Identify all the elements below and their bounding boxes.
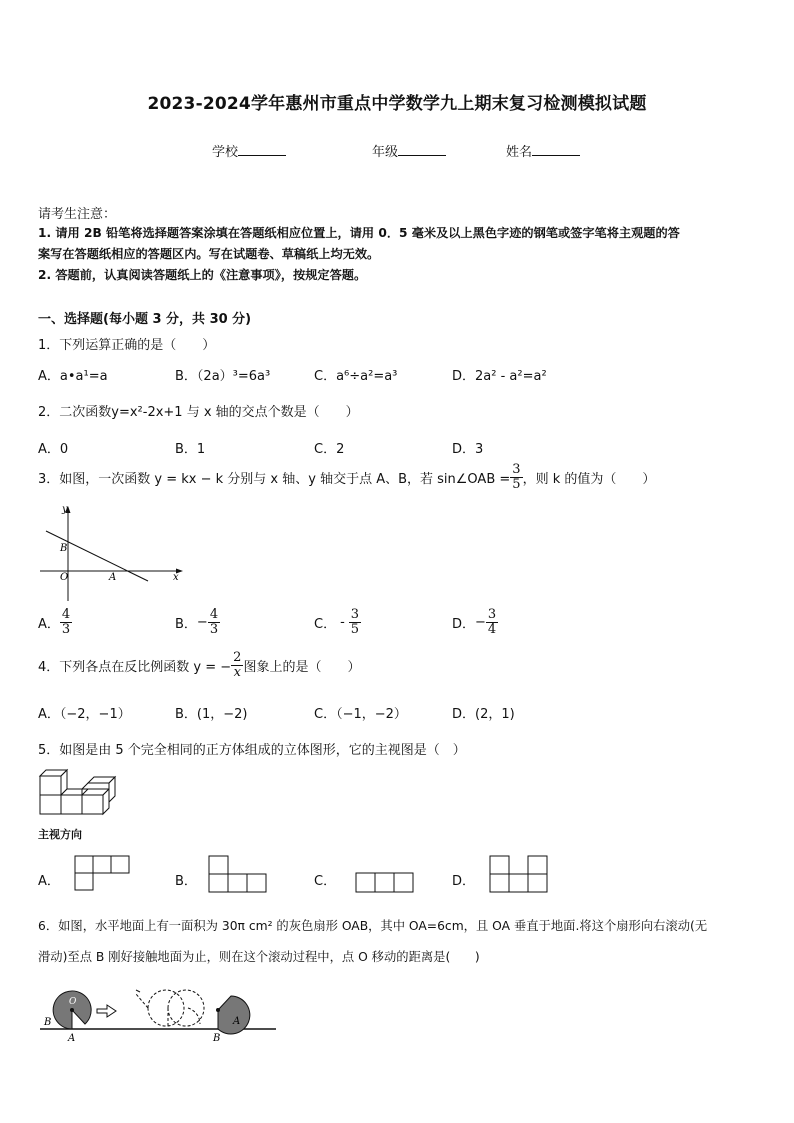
- q6-label-o1: O: [69, 997, 77, 1007]
- q3-option-c-den: 5: [350, 622, 360, 637]
- q3-option-d[interactable]: [452, 608, 498, 637]
- q2-stem: 2．二次函数y=x²-2x+1 与 x 轴的交点个数是（ ）: [38, 405, 359, 420]
- q3-stem: [38, 463, 655, 492]
- q6-label-b2: B: [213, 1033, 221, 1044]
- school-field: [212, 141, 286, 160]
- q1-option-b[interactable]: B．（2a）³=6a³: [175, 369, 271, 384]
- q2-option-a[interactable]: A．0: [38, 442, 69, 457]
- section-heading: 一、选择题(每小题 3 分，共 30 分): [38, 312, 252, 327]
- q3-option-b-den: 3: [209, 622, 219, 637]
- q3-option-d-den: 4: [487, 622, 497, 637]
- q3-option-b-num: 4: [209, 607, 219, 622]
- q3-option-a-num: 4: [61, 607, 71, 622]
- q4-option-c[interactable]: C．（−1，−2）: [314, 707, 407, 722]
- q3-frac-den: 5: [512, 477, 521, 492]
- q6-stem-line-2: 滑动)至点 B 刚好接触地面为止，则在这个滚动过程中，点 O 移动的距离是( ): [38, 950, 480, 964]
- q2-option-c[interactable]: C．2: [314, 442, 345, 457]
- q6-label-b1: B: [44, 1017, 52, 1028]
- notice-line-2: 2. 答题前，认真阅读答题纸上的《注意事项》，按规定答题。: [38, 268, 367, 282]
- q3-option-b-sign: −: [196, 615, 208, 630]
- q3-option-a-label: A．: [38, 617, 60, 632]
- q5-option-c[interactable]: C．: [314, 874, 337, 889]
- q5-option-c-figure: [355, 872, 415, 894]
- q1-option-c[interactable]: C．a⁶÷a²=a³: [314, 369, 398, 384]
- q5-option-a-figure: [74, 855, 132, 893]
- q4-option-d[interactable]: D．(2，1): [452, 707, 515, 722]
- q1-option-d[interactable]: D．2a² - a²=a²: [452, 369, 547, 384]
- q3-option-a-den: 3: [61, 622, 71, 637]
- q6-label-a1: A: [68, 1033, 76, 1044]
- q4-stem-a: 4．下列各点在反比例函数 y = −: [38, 660, 232, 675]
- notice-line-1b: 案写在答题纸相应的答题区内。写在试题卷、草稿纸上均无效。: [38, 247, 380, 261]
- q3-option-d-fraction: [486, 608, 498, 637]
- q4-option-b[interactable]: B．(1，−2): [175, 707, 248, 722]
- q5-view-caption: 主视方向: [38, 828, 82, 841]
- q5-option-d[interactable]: D．: [452, 874, 476, 889]
- grade-field: [372, 141, 446, 160]
- q3-stem-a: 3．如图，一次函数 y = kx − k 分别与 x 轴、y 轴交于点 A、B，若 sin∠OAB =: [38, 472, 511, 487]
- q3-axis-x-label: x: [173, 572, 179, 583]
- q6-rolling-sector-figure: [40, 984, 280, 1044]
- q3-option-a-fraction: [60, 608, 72, 637]
- name-blank[interactable]: [532, 143, 580, 156]
- q5-option-b-figure: [208, 855, 268, 895]
- q6-label-a2: A: [233, 1016, 241, 1027]
- q5-option-b[interactable]: B．: [175, 874, 197, 889]
- q4-frac-num: 2: [233, 650, 242, 665]
- q2-option-d[interactable]: D．3: [452, 442, 484, 457]
- q3-option-c-label: C．: [314, 617, 337, 632]
- name-field: [506, 141, 580, 160]
- q5-option-d-figure: [489, 855, 549, 895]
- q6-label-o2: O: [215, 997, 223, 1007]
- notice-heading: 请考生注意：: [38, 207, 117, 222]
- q3-option-b-label: B．: [175, 617, 197, 632]
- q3-origin-label: O: [60, 572, 69, 583]
- grade-blank[interactable]: [398, 143, 446, 156]
- q3-option-d-label: D．: [452, 617, 476, 632]
- q1-option-a[interactable]: A．a•a¹=a: [38, 369, 108, 384]
- notice-line-1a: 1. 请用 2B 铅笔将选择题答案涂填在答题纸相应位置上，请用 0．5 毫米及以上黑色字迹的钢笔或签字笔将主观题的答: [38, 226, 680, 240]
- q4-stem: [38, 651, 360, 680]
- grade-label: 年级: [372, 145, 399, 160]
- page-title: 2023-2024学年惠州市重点中学数学九上期末复习检测模拟试题: [147, 94, 647, 114]
- q4-frac-den: x: [233, 665, 241, 680]
- q3-axis-y-label: y: [62, 504, 68, 515]
- q3-option-c-num: 3: [350, 607, 360, 622]
- q3-option-b-fraction: [208, 608, 220, 637]
- q4-stem-b: 图象上的是（ ）: [243, 660, 361, 675]
- q5-option-a[interactable]: A．: [38, 874, 60, 889]
- q4-fraction: [231, 651, 243, 680]
- q3-point-b-label: B: [60, 543, 68, 554]
- q3-stem-b: ，则 k 的值为（ ）: [522, 472, 656, 487]
- q3-option-c-sign: -: [340, 615, 345, 630]
- q1-stem: 1．下列运算正确的是（ ）: [38, 338, 216, 353]
- name-label: 姓名: [506, 145, 533, 160]
- school-blank[interactable]: [238, 143, 286, 156]
- q3-sin-fraction: [510, 463, 522, 492]
- q2-option-b[interactable]: B．1: [175, 442, 206, 457]
- q3-option-b[interactable]: [175, 608, 220, 637]
- q5-cube-figure: [36, 766, 120, 818]
- q3-option-c[interactable]: [314, 608, 361, 637]
- q4-option-a[interactable]: A．（−2，−1）: [38, 707, 131, 722]
- q5-stem: 5．如图是由 5 个完全相同的正方体组成的立体图形，它的主视图是（ ）: [38, 743, 466, 758]
- q3-graph: [36, 503, 186, 605]
- q6-stem-line-1: 6．如图，水平地面上有一面积为 30π cm² 的灰色扇形 OAB，其中 OA=6cm，且 OA 垂直于地面.将这个扇形向右滚动(无: [38, 919, 708, 933]
- school-label: 学校: [212, 145, 239, 160]
- q3-option-d-sign: −: [475, 615, 486, 630]
- q3-frac-num: 3: [512, 462, 521, 477]
- q3-option-c-fraction: [349, 608, 361, 637]
- q3-point-a-label: A: [109, 572, 117, 583]
- q3-option-a[interactable]: [38, 608, 72, 637]
- q3-option-d-num: 3: [487, 607, 497, 622]
